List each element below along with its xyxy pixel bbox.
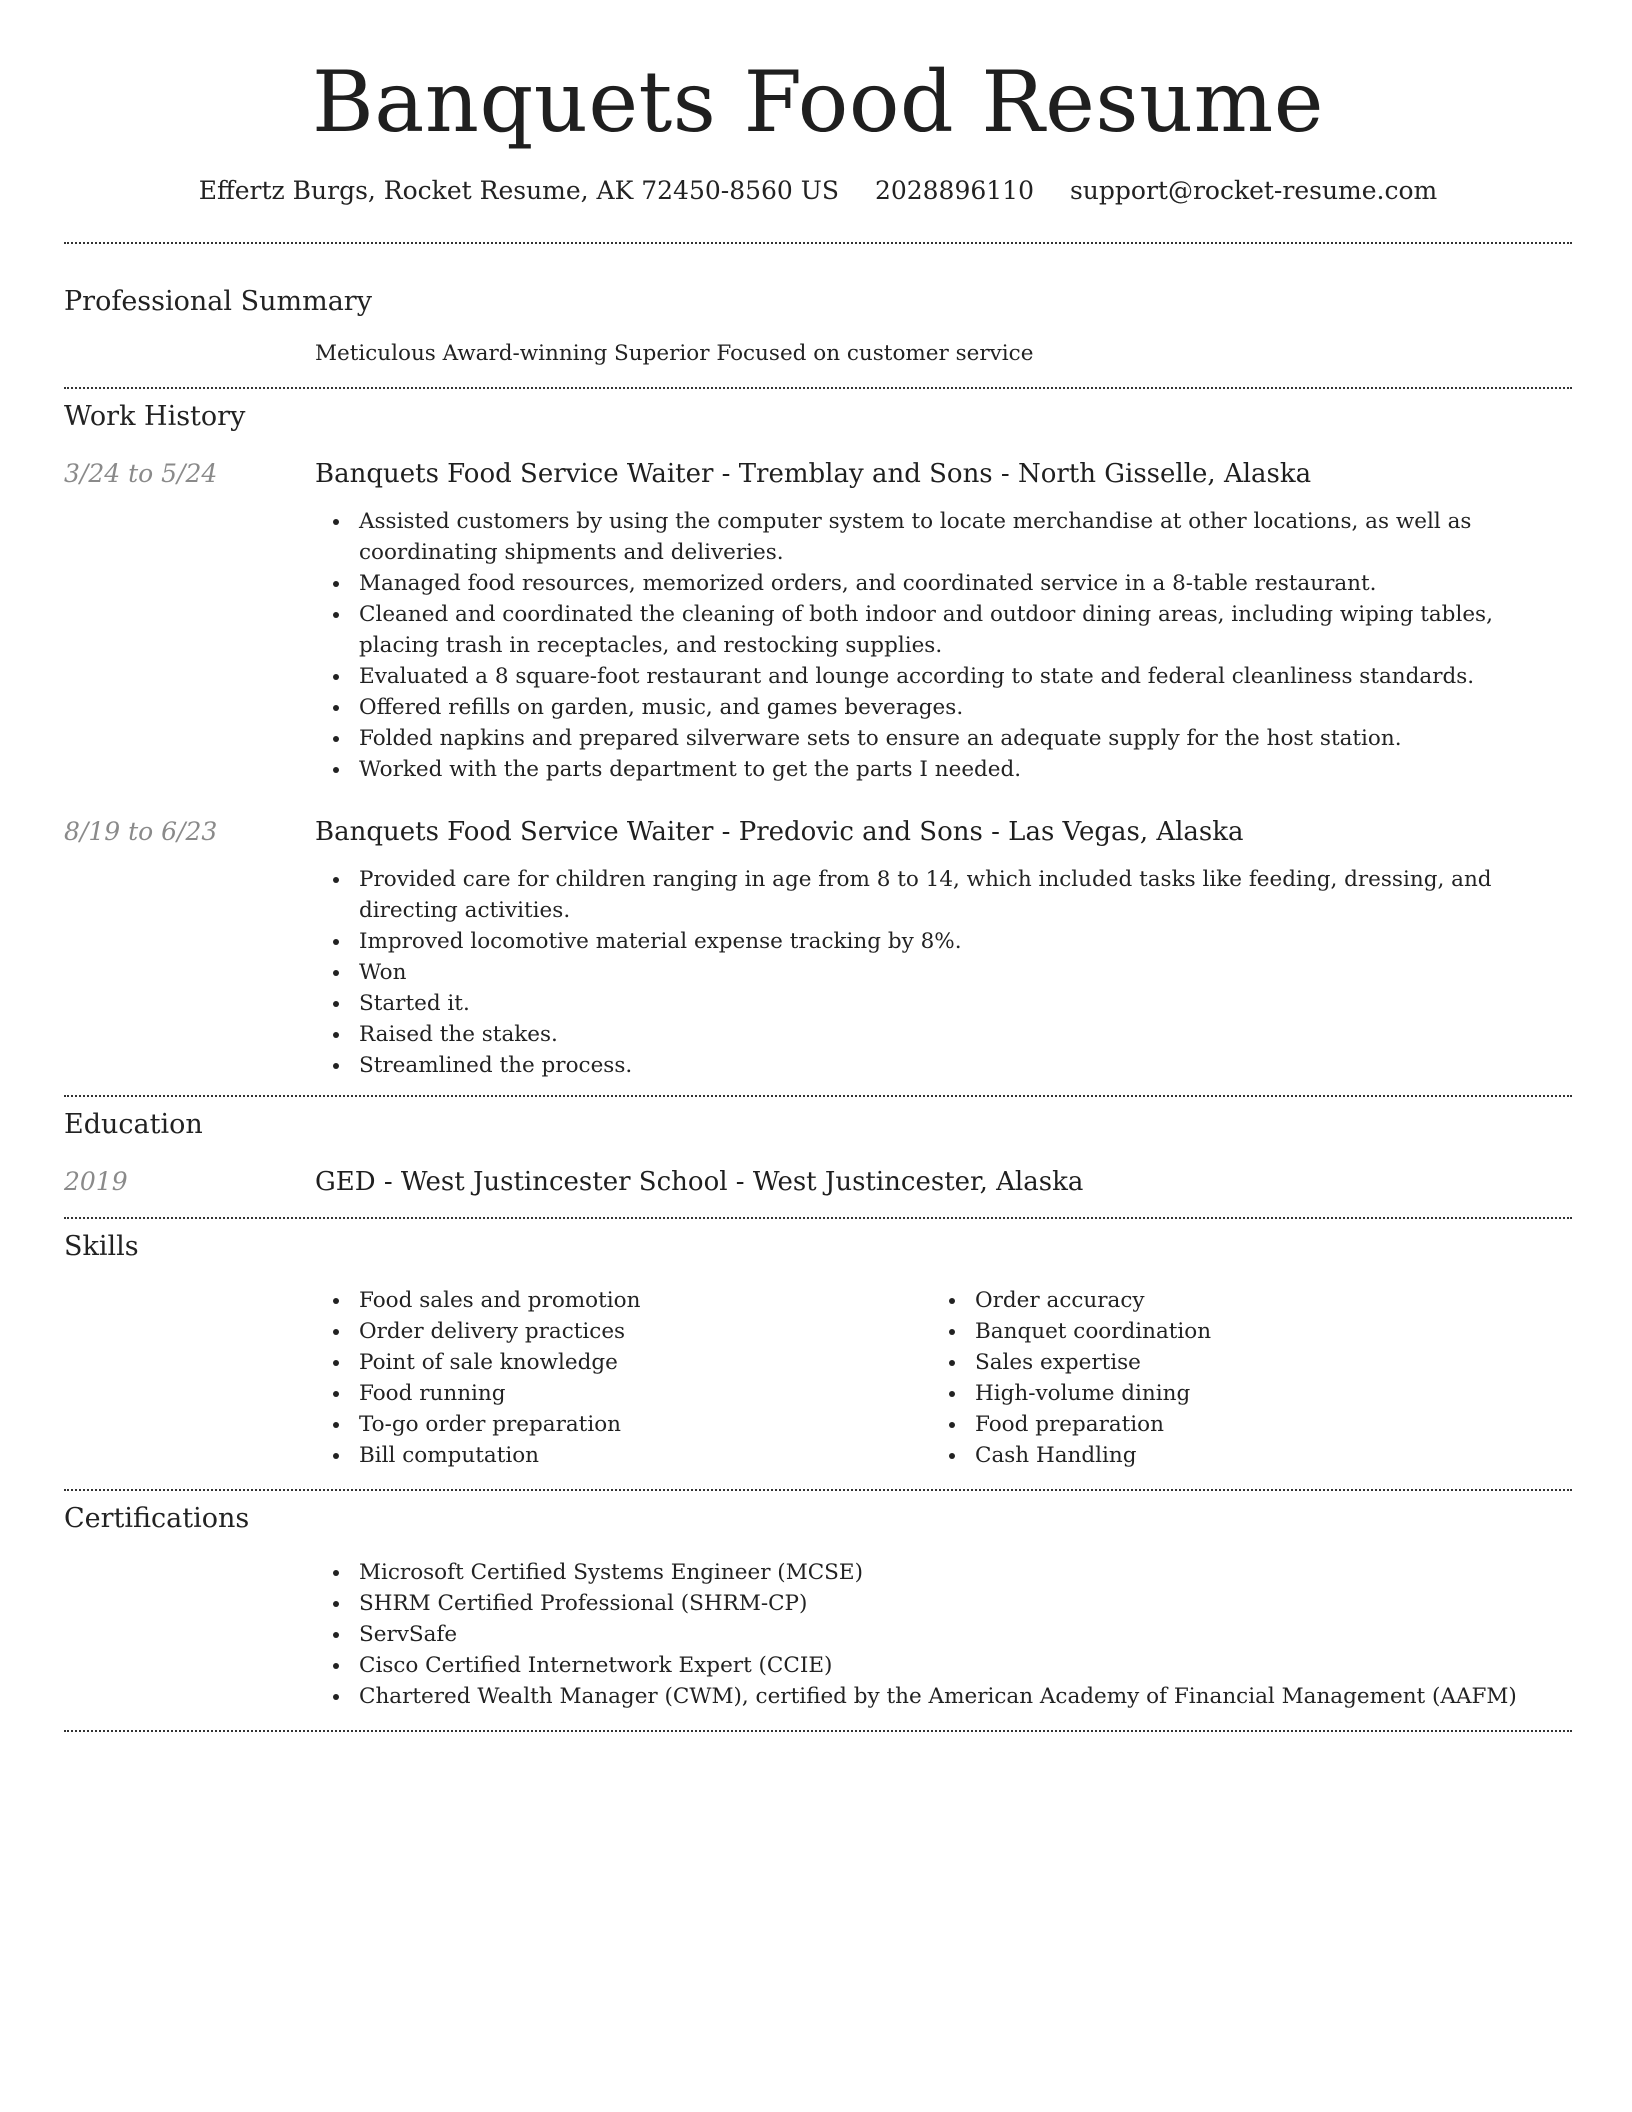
- list-item: To-go order preparation: [359, 1409, 931, 1440]
- phone-text: 2028896110: [874, 176, 1034, 205]
- list-item: Raised the stakes.: [359, 1019, 1572, 1050]
- list-item: Food running: [359, 1378, 931, 1409]
- list-item: Cleaned and coordinated the cleaning of both indoor and outdoor dining areas, including wiping tables, placing trash in receptacles, and restocking supplies.: [359, 599, 1572, 661]
- education-section: [64, 1107, 1572, 1199]
- divider: [64, 1217, 1572, 1219]
- certifications-section: [64, 1501, 1572, 1712]
- summary-section: [64, 284, 1572, 369]
- job-dates: 8/19 to 6/23: [64, 817, 218, 846]
- work-history-section: [64, 399, 1572, 1081]
- summary-heading: Professional Summary: [64, 286, 372, 317]
- list-item: Bill computation: [359, 1440, 931, 1471]
- address-text: Effertz Burgs, Rocket Resume, AK 72450-8560 US: [198, 176, 839, 205]
- education-entry: [64, 1165, 1572, 1199]
- list-item: Cash Handling: [975, 1440, 1547, 1471]
- list-item: Microsoft Certified Systems Engineer (MCSE): [359, 1557, 1572, 1588]
- list-item: Offered refills on garden, music, and games beverages.: [359, 692, 1572, 723]
- list-item: High-volume dining: [975, 1378, 1547, 1409]
- list-item: Started it.: [359, 988, 1572, 1019]
- certifications-list: [315, 1557, 1572, 1712]
- list-item: Improved locomotive material expense tracking by 8%.: [359, 926, 1572, 957]
- divider: [64, 242, 1572, 244]
- job-title: Banquets Food Service Waiter - Tremblay and Sons - North Gisselle, Alaska: [315, 459, 1312, 489]
- job-dates: 3/24 to 5/24: [64, 459, 218, 488]
- skills-section: [64, 1229, 1572, 1471]
- summary-text: Meticulous Award-winning Superior Focused on customer service: [315, 341, 1034, 366]
- skills-heading: Skills: [64, 1231, 139, 1262]
- skills-list-right: [931, 1285, 1547, 1471]
- list-item: Banquet coordination: [975, 1316, 1547, 1347]
- list-item: Cisco Certified Internetwork Expert (CCIE): [359, 1650, 1572, 1681]
- list-item: Food sales and promotion: [359, 1285, 931, 1316]
- divider: [64, 1489, 1572, 1491]
- job-entry: [64, 815, 1572, 1081]
- education-detail: GED - West Justincester School - West Justincester, Alaska: [315, 1167, 1084, 1197]
- list-item: Food preparation: [975, 1409, 1547, 1440]
- list-item: Point of sale knowledge: [359, 1347, 931, 1378]
- resume-title: Banquets Food Resume: [312, 53, 1324, 151]
- list-item: Worked with the parts department to get the parts I needed.: [359, 754, 1572, 785]
- work-history-heading: Work History: [64, 401, 246, 432]
- list-item: Order accuracy: [975, 1285, 1547, 1316]
- job-duties: [315, 506, 1572, 785]
- job-duties: [315, 864, 1572, 1081]
- divider: [64, 1730, 1572, 1732]
- list-item: Sales expertise: [975, 1347, 1547, 1378]
- list-item: Evaluated a 8 square-foot restaurant and lounge according to state and federal cleanliness standards.: [359, 661, 1572, 692]
- resume-page: [64, 0, 1572, 1732]
- divider: [64, 387, 1572, 389]
- divider: [64, 1095, 1572, 1097]
- job-title: Banquets Food Service Waiter - Predovic and Sons - Las Vegas, Alaska: [315, 817, 1244, 847]
- list-item: Streamlined the process.: [359, 1050, 1572, 1081]
- education-year: 2019: [64, 1167, 128, 1196]
- contact-line: [64, 174, 1572, 208]
- list-item: Assisted customers by using the computer system to locate merchandise at other locations, as well as coordinating shipments and deliveries.: [359, 506, 1572, 568]
- education-heading: Education: [64, 1109, 203, 1140]
- skills-list-left: [315, 1285, 931, 1471]
- list-item: Managed food resources, memorized orders, and coordinated service in a 8-table restaurant.: [359, 568, 1572, 599]
- list-item: Won: [359, 957, 1572, 988]
- email-text: support@rocket-resume.com: [1069, 176, 1438, 205]
- certifications-heading: Certifications: [64, 1503, 250, 1534]
- list-item: Chartered Wealth Manager (CWM), certified by the American Academy of Financial Management (AAFM): [359, 1681, 1572, 1712]
- job-entry: [64, 457, 1572, 785]
- list-item: Order delivery practices: [359, 1316, 931, 1347]
- list-item: Provided care for children ranging in age from 8 to 14, which included tasks like feeding, dressing, and directing activities.: [359, 864, 1572, 926]
- list-item: SHRM Certified Professional (SHRM-CP): [359, 1588, 1572, 1619]
- list-item: ServSafe: [359, 1619, 1572, 1650]
- list-item: Folded napkins and prepared silverware sets to ensure an adequate supply for the host station.: [359, 723, 1572, 754]
